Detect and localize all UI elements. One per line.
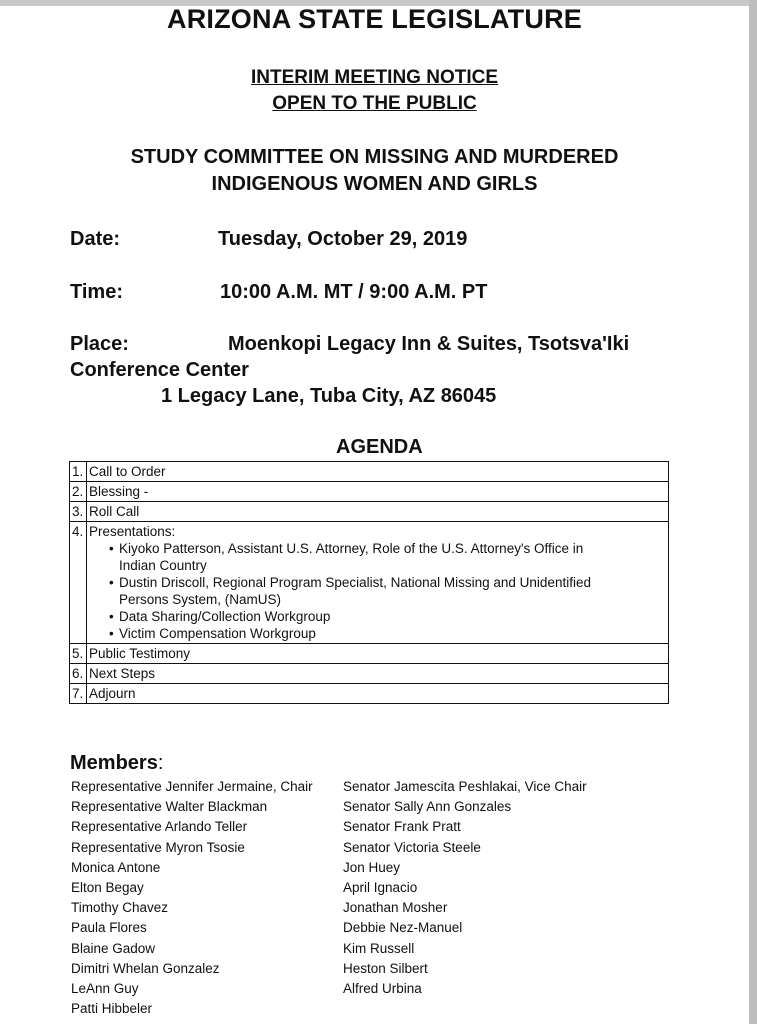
member-name: Debbie Nez-Manuel xyxy=(343,920,463,936)
agenda-item-number: 2. xyxy=(70,482,87,502)
member-name: April Ignacio xyxy=(343,880,418,896)
agenda-item-number: 6. xyxy=(70,664,87,684)
agenda-item-number: 3. xyxy=(70,502,87,522)
agenda-row xyxy=(70,482,669,502)
members-heading: Members: xyxy=(70,752,164,774)
place-value: Moenkopi Legacy Inn & Suites, Tsotsva'Iki xyxy=(228,333,630,355)
member-name: Alfred Urbina xyxy=(343,981,422,997)
date-label: Date: xyxy=(70,228,121,250)
member-name: Patti Hibbeler xyxy=(71,1001,153,1017)
notice-line-2: OPEN TO THE PUBLIC xyxy=(272,93,477,114)
presentation-item: • Dustin Driscoll, Regional Program Specialist, National Missing and Unidentified Persons System, (NamUS) xyxy=(89,574,666,608)
member-name: Representative Jennifer Jermaine, Chair xyxy=(71,779,313,794)
member-name: Heston Silbert xyxy=(343,960,428,976)
time-label: Time: xyxy=(70,281,123,303)
agenda-row xyxy=(70,522,669,644)
member-name: Senator Jamescita Peshlakai, Vice Chair xyxy=(343,779,587,794)
place-value-continued: Conference Center xyxy=(70,359,249,381)
time-value: 10:00 A.M. MT / 9:00 A.M. PT xyxy=(220,281,488,303)
member-name: Paula Flores xyxy=(71,920,147,936)
agenda-table xyxy=(69,461,669,704)
member-name: Representative Arlando Teller xyxy=(71,819,248,835)
agenda-item-number: 7. xyxy=(70,684,87,704)
agenda-row xyxy=(70,684,669,704)
agenda-row xyxy=(70,462,669,482)
members-left-column xyxy=(71,777,313,1019)
agenda-item-text: Adjourn xyxy=(87,684,669,704)
agenda-item-text: Roll Call xyxy=(87,502,669,522)
agenda-item-presentations xyxy=(87,522,669,644)
presentation-item: • Kiyoko Patterson, Assistant U.S. Attorney, Role of the U.S. Attorney's Office in Indian Country xyxy=(89,540,666,574)
member-name: Kim Russell xyxy=(343,940,415,956)
agenda-item-number: 4. xyxy=(70,522,87,644)
agenda-title: AGENDA xyxy=(336,436,423,458)
member-name: Representative Myron Tsosie xyxy=(71,839,245,855)
agenda-item-text: Presentations: xyxy=(89,524,176,539)
scan-right-border xyxy=(749,0,757,1024)
agenda-item-number: 5. xyxy=(70,644,87,664)
place-address: 1 Legacy Lane, Tuba City, AZ 86045 xyxy=(161,385,497,407)
presentation-item: • Victim Compensation Workgroup xyxy=(89,625,666,642)
agenda-item-text: Blessing - xyxy=(87,482,669,502)
place-label: Place: xyxy=(70,333,129,355)
member-name: Jonathan Mosher xyxy=(343,900,448,916)
member-name: LeAnn Guy xyxy=(71,981,139,997)
agenda-row xyxy=(70,664,669,684)
date-value: Tuesday, October 29, 2019 xyxy=(218,228,468,250)
agenda-row xyxy=(70,644,669,664)
document-title: ARIZONA STATE LEGISLATURE xyxy=(167,4,582,34)
agenda-item-text: Call to Order xyxy=(87,462,669,482)
member-name: Senator Sally Ann Gonzales xyxy=(343,799,512,815)
member-name: Jon Huey xyxy=(343,859,401,875)
member-name: Dimitri Whelan Gonzalez xyxy=(71,960,220,976)
agenda-item-text: Next Steps xyxy=(87,664,669,684)
agenda-row xyxy=(70,502,669,522)
notice-line-1: INTERIM MEETING NOTICE xyxy=(251,67,498,88)
presentation-item: • Data Sharing/Collection Workgroup xyxy=(89,608,666,625)
member-name: Timothy Chavez xyxy=(71,900,169,916)
member-name: Elton Begay xyxy=(71,880,144,896)
committee-name-line-2: INDIGENOUS WOMEN AND GIRLS xyxy=(211,173,538,195)
member-name: Senator Victoria Steele xyxy=(343,839,481,855)
member-name: Monica Antone xyxy=(71,859,161,875)
committee-name-line-1: STUDY COMMITTEE ON MISSING AND MURDERED xyxy=(130,146,619,168)
member-name: Blaine Gadow xyxy=(71,940,156,956)
member-name: Representative Walter Blackman xyxy=(71,799,268,815)
member-name: Senator Frank Pratt xyxy=(343,819,461,835)
agenda-item-text: Public Testimony xyxy=(87,644,669,664)
members-right-column xyxy=(343,777,587,999)
agenda-item-number: 1. xyxy=(70,462,87,482)
